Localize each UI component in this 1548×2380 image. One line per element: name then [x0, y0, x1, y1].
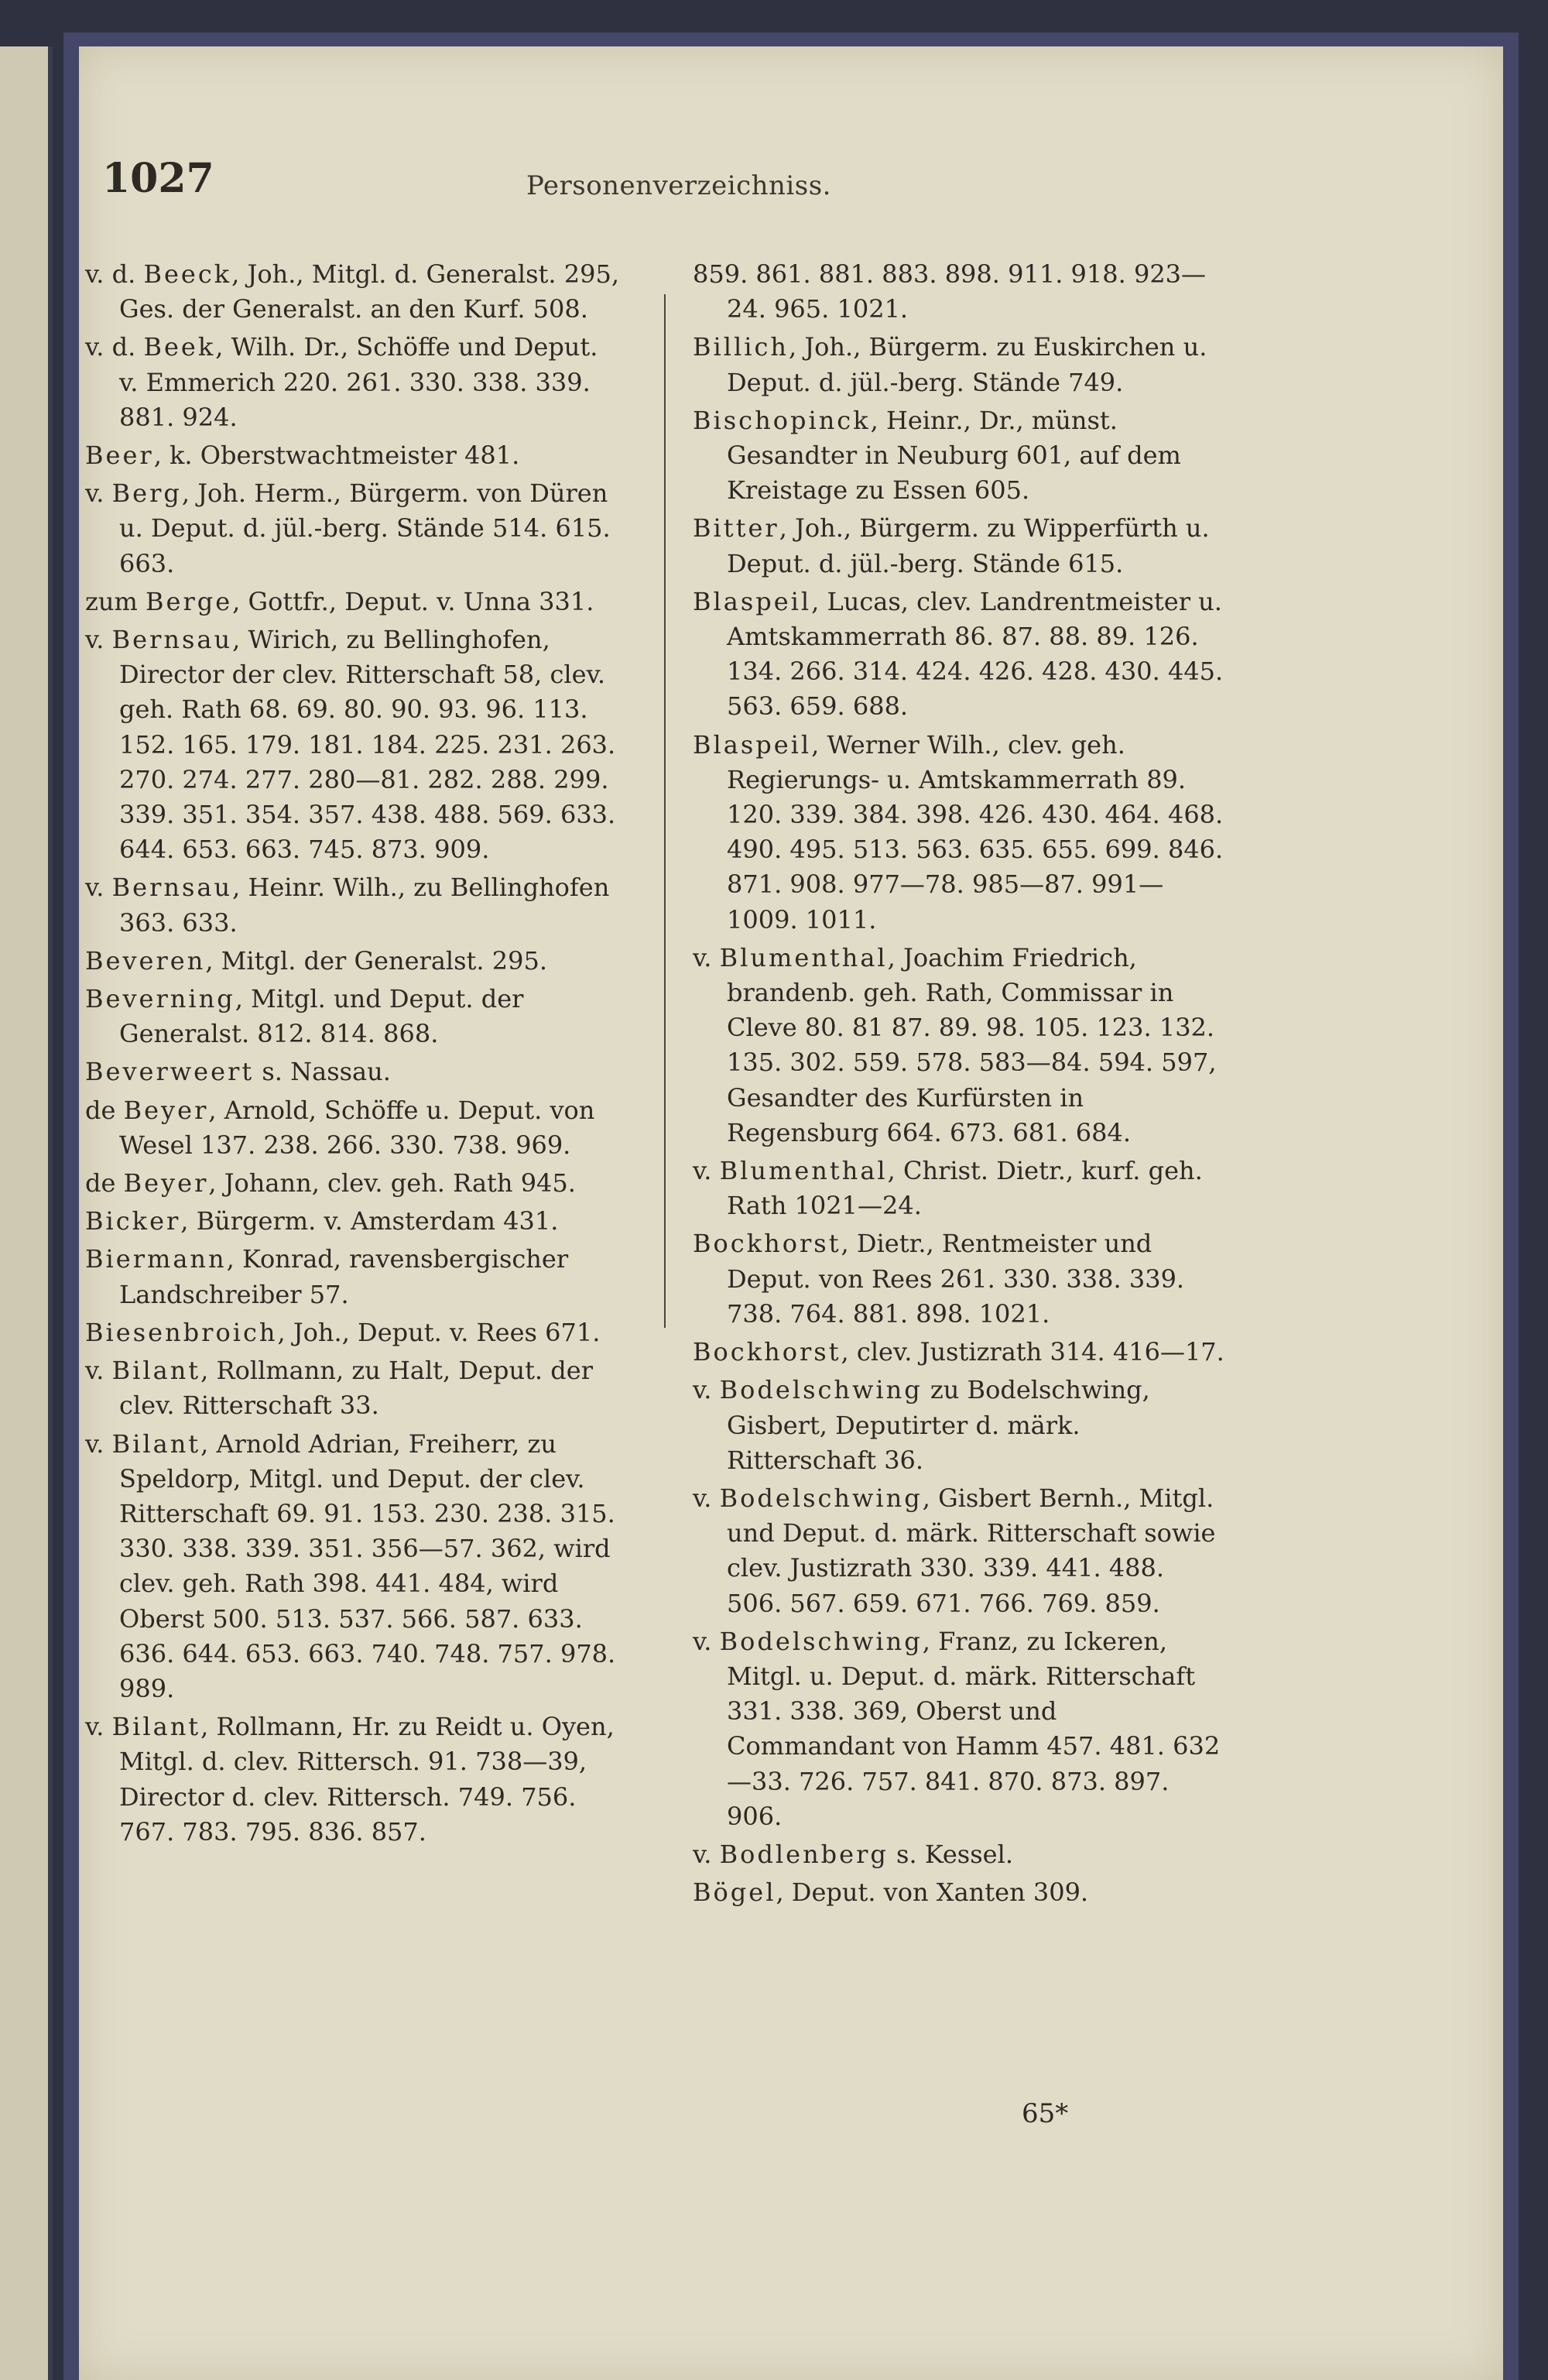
index-entry — [85, 257, 619, 327]
entry-details: , Bürgerm. v. Amsterdam 431. — [180, 1206, 559, 1236]
index-entry — [85, 1242, 619, 1312]
entry-name: Bodelschwing — [719, 1483, 923, 1513]
right-column — [693, 257, 1227, 1913]
index-entry — [693, 1837, 1227, 1872]
entry-details: , Werner Wilh., clev. geh. Regierungs- u. Amtskammerrath 89. 120. 339. 384. 398. 426. 430. 464. 468. 490. 495. 513. 563. 635. 655. 699. 846. 871. 908. 977—78. 985—87. 991—1009. 1011. — [727, 729, 1224, 935]
index-entry — [85, 982, 619, 1051]
entry-details: , Arnold, Schöffe u. Deput. von Wesel 137. 238. 266. 330. 738. 969. — [119, 1095, 595, 1160]
entry-details: , Christ. Dietr., kurf. geh. Rath 1021—24. — [727, 1156, 1203, 1221]
entry-name: Billich — [693, 332, 789, 362]
entry-prefix: v. — [85, 873, 104, 903]
entry-name: Bögel — [693, 1878, 776, 1908]
entry-name: Bilant — [111, 1356, 201, 1386]
entry-name: Bockhorst — [693, 1337, 841, 1367]
index-entry — [693, 1875, 1227, 1910]
entry-details: , Gisbert Bernh., Mitgl. und Deput. d. märk. Ritterschaft sowie clev. Justizrath 330. 339. 441. 488. 506. 567. 659. 671. 766. 769. 859. — [727, 1483, 1216, 1618]
entry-details: , Rollmann, Hr. zu Reidt u. Oyen, Mitgl. d. clev. Rittersch. 91. 738—39, Director d. clev. Rittersch. 749. 756. 767. 783. 795. 836. 857. — [119, 1712, 615, 1847]
entry-name: Bodelschwing — [719, 1626, 923, 1656]
entry-name: Biermann — [85, 1244, 227, 1274]
entry-prefix: v. d. — [85, 332, 136, 362]
entry-prefix: de — [85, 1168, 116, 1199]
entry-details: , Joh., Bürgerm. zu Euskirchen u. Deput. d. jül.-berg. Stände 749. — [727, 332, 1207, 397]
index-entry — [693, 1154, 1227, 1223]
entry-name: Berg — [111, 478, 182, 509]
entry-name: Blaspeil — [693, 586, 812, 616]
entry-name: Beverning — [85, 984, 235, 1014]
index-entry — [85, 622, 619, 867]
entry-name: Blumenthal — [719, 1156, 888, 1186]
signature-mark: 65* — [1022, 2098, 1069, 2129]
entry-details: , clev. Justizrath 314. 416—17. — [841, 1337, 1224, 1367]
entry-name: Blaspeil — [693, 729, 812, 760]
entry-name: Bilant — [111, 1712, 201, 1742]
entry-name: Bernsau — [111, 873, 233, 903]
column-divider — [664, 294, 666, 1328]
index-entry — [85, 1427, 619, 1707]
index-entry — [693, 1226, 1227, 1332]
entry-prefix: v. — [693, 1156, 712, 1186]
entry-details: , Johann, clev. geh. Rath 945. — [208, 1168, 576, 1199]
index-entry — [693, 1335, 1227, 1370]
index-entry — [693, 1481, 1227, 1621]
entry-name: Beeck — [143, 259, 232, 289]
entry-details: , Joh., Bürgerm. zu Wipperfürth u. Deput. d. jül.-berg. Stände 615. — [727, 513, 1210, 578]
index-entry — [693, 728, 1227, 938]
index-entry — [85, 1710, 619, 1850]
entry-details: , Heinr. Wilh., zu Bellinghofen 363. 633. — [119, 873, 610, 938]
entry-prefix: v. — [85, 625, 104, 655]
entry-name: Bockhorst — [693, 1229, 841, 1259]
index-entry — [85, 438, 619, 473]
page-header — [102, 155, 1255, 217]
entry-name: Bilant — [111, 1428, 201, 1459]
index-entry — [85, 1204, 619, 1239]
entry-prefix: v. — [693, 942, 712, 972]
index-entry — [85, 585, 619, 619]
entry-prefix: v. — [85, 1428, 104, 1459]
entry-details: s. Kessel. — [888, 1839, 1013, 1869]
entry-details: , Joachim Friedrich, brandenb. geh. Rath, Commissar in Cleve 80. 81 87. 89. 98. 105. 123. 132. 135. 302. 559. 578. 583—84. 594. 597, Gesandter des Kurfürsten in Regensburg 664. 673. 681. 684. — [727, 942, 1217, 1147]
entry-name: Beyer — [123, 1168, 209, 1199]
entry-details: , Wilh. Dr., Schöffe und Deput. v. Emmerich 220. 261. 330. 338. 339. 881. 924. — [119, 332, 598, 432]
entry-name: Biesenbroich — [85, 1317, 278, 1347]
entry-details: , Konrad, ravensbergischer Landschreiber 57. — [119, 1244, 569, 1309]
index-entry — [85, 330, 619, 435]
entry-details: 859. 861. 881. 883. 898. 911. 918. 923—24. 965. 1021. — [693, 259, 1207, 324]
entry-name: Bodelschwing — [719, 1375, 923, 1405]
entry-prefix: v. — [693, 1483, 712, 1513]
entry-prefix: v. — [85, 1356, 104, 1386]
entry-details: , Lucas, clev. Landrentmeister u. Amtskammerrath 86. 87. 88. 89. 126. 134. 266. 314. 424. 426. 428. 430. 445. 563. 659. 688. — [727, 586, 1224, 722]
index-entry — [693, 1373, 1227, 1478]
entry-name: Beveren — [85, 945, 206, 976]
index-entry — [85, 1093, 619, 1163]
entry-name: Bischopinck — [693, 405, 871, 435]
index-entry — [85, 944, 619, 979]
entry-details: , Wirich, zu Bellinghofen, Director der clev. Ritterschaft 58, clev. geh. Rath 68. 69. 80. 90. 93. 96. 113. 152. 165. 179. 181. 184. 225. 231. 263. 270. 274. 277. 280—81. 282. 288. 299. 339. 351. 354. 357. 438. 488. 569. 633. 644. 653. 663. 745. 873. 909. — [119, 625, 616, 865]
page-number: 1027 — [102, 155, 214, 202]
entry-name: Bicker — [85, 1206, 181, 1236]
entry-details: , Joh., Mitgl. d. Generalst. 295, Ges. der Generalst. an den Kurf. 508. — [119, 259, 619, 324]
entry-name: Berge — [145, 586, 233, 616]
entry-prefix: v. — [85, 1712, 104, 1742]
entry-details: , Arnold Adrian, Freiherr, zu Speldorp, Mitgl. und Deput. der clev. Ritterschaft 69. 91. 153. 230. 238. 315. 330. 338. 339. 351. 356—57. 362, wird clev. geh. Rath 398. 441. 484, wird Oberst 500. 513. 537. 566. 587. 633. 636. 644. 653. 663. 740. 748. 757. 978. 989. — [119, 1428, 616, 1703]
index-entry — [85, 476, 619, 581]
entry-details: , Dietr., Rentmeister und Deput. von Rees 261. 330. 338. 339. 738. 764. 881. 898. 1021. — [727, 1229, 1185, 1329]
index-entry — [693, 511, 1227, 581]
index-entry — [85, 1315, 619, 1350]
entry-details: , Gottfr., Deput. v. Unna 331. — [232, 586, 594, 616]
running-title: Personenverzeichniss. — [526, 170, 831, 201]
entry-prefix: v. — [693, 1375, 712, 1405]
index-entry — [693, 941, 1227, 1151]
index-entry — [85, 1166, 619, 1201]
entry-prefix: v. — [693, 1839, 712, 1869]
entry-name: Beek — [143, 332, 216, 362]
entry-name: Beer — [85, 441, 154, 471]
entry-details: , Heinr., Dr., münst. Gesandter in Neuburg 601, auf dem Kreistage zu Essen 605. — [727, 405, 1181, 506]
entry-details: zu Bodelschwing, Gisbert, Deputirter d. märk. Ritterschaft 36. — [727, 1375, 1150, 1475]
entry-details: , Rollmann, zu Halt, Deput. der clev. Ritterschaft 33. — [119, 1356, 593, 1421]
entry-details: , Deput. von Xanten 309. — [776, 1878, 1089, 1908]
entry-details: , Joh. Herm., Bürgerm. von Düren u. Deput. d. jül.-berg. Stände 514. 615. 663. — [119, 478, 611, 578]
entry-name: Blumenthal — [719, 942, 888, 972]
entry-details: , Franz, zu Ickeren, Mitgl. u. Deput. d. märk. Ritterschaft 331. 338. 369, Oberst und Commandant von Hamm 457. 481. 632—33. 726. 757. 841. 870. 873. 897. 906. — [727, 1626, 1221, 1831]
entry-name: Beverweert — [85, 1057, 255, 1087]
index-entry — [85, 1055, 619, 1089]
entry-prefix: v. d. — [85, 259, 136, 289]
entry-prefix: de — [85, 1095, 116, 1125]
entry-name: Bitter — [693, 513, 779, 544]
entry-details: , Mitgl. der Generalst. 295. — [205, 945, 547, 976]
entry-name: Bernsau — [111, 625, 233, 655]
entry-prefix: zum — [85, 586, 138, 616]
index-entry — [693, 403, 1227, 509]
adjacent-page-edge — [0, 46, 53, 2380]
entry-details: , Mitgl. und Deput. der Generalst. 812. 814. 868. — [119, 984, 524, 1049]
entry-name: Beyer — [123, 1095, 209, 1125]
index-entry — [693, 257, 1227, 327]
entry-name: Bodlenberg — [719, 1839, 889, 1869]
entry-details: , k. Oberstwachtmeister 481. — [153, 441, 520, 471]
index-entry — [693, 330, 1227, 400]
entry-prefix: v. — [85, 478, 104, 509]
index-entry — [693, 1624, 1227, 1834]
entry-details: , Joh., Deput. v. Rees 671. — [277, 1317, 601, 1347]
index-entry — [85, 870, 619, 940]
entry-prefix: v. — [693, 1626, 712, 1656]
left-column — [85, 257, 619, 1853]
index-entry — [85, 1353, 619, 1423]
entry-details: s. Nassau. — [254, 1057, 391, 1087]
index-entry — [693, 585, 1227, 725]
